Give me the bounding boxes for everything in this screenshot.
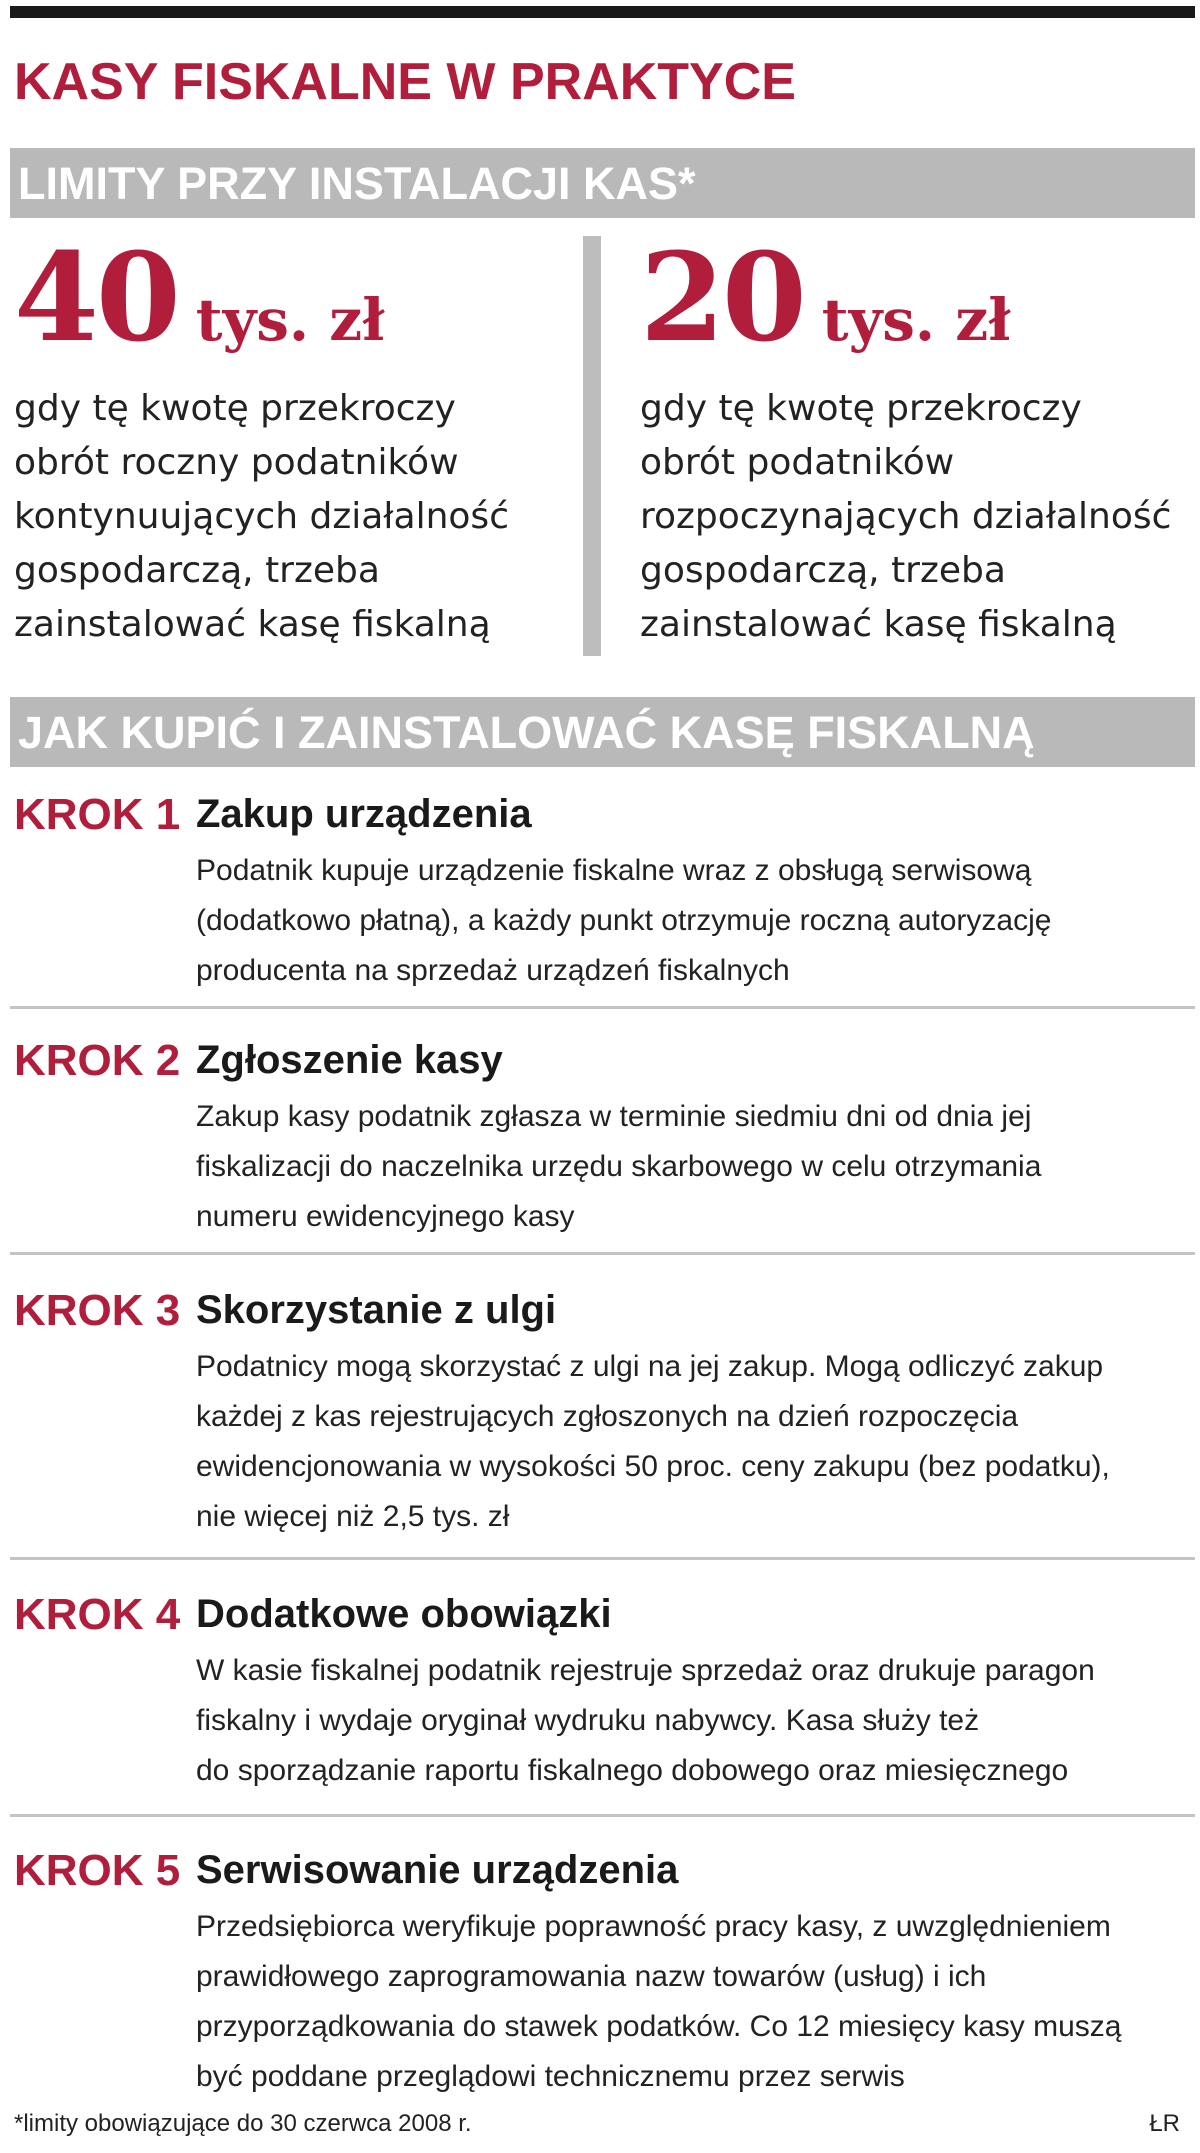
- step-text: Podatnik kupuje urządzenie fiskalne wraz z obsługą serwisową (dodatkowo płatną), a każdy punkt otrzymuje roczną autoryzację producenta na sprzedaż urządzeń fiskalnych: [196, 854, 1052, 987]
- step-text: W kasie fiskalnej podatnik rejestruje sprzedaż oraz drukuje paragon fiskalny i wydaje oryginał wydruku nabywcy. Kasa służy też do sporządzanie raportu fiskalnego dobowego oraz miesięcznego: [196, 1654, 1095, 1787]
- section-heading-steps: JAK KUPIĆ I ZAINSTALOWAĆ KASĘ FISKALNĄ: [10, 697, 1195, 767]
- limit-amount: [14, 225, 574, 369]
- step-label: KROK 4: [14, 1590, 181, 1639]
- limit-block-continuing: [14, 225, 574, 652]
- limit-amount-unit: tys. zł: [195, 286, 385, 354]
- divider: [10, 1814, 1195, 1817]
- step-title: Zakup urządzenia: [196, 792, 532, 836]
- step-title: Zgłoszenie kasy: [196, 1038, 503, 1082]
- limit-description: gdy tę kwotę przekroczy obrót podatników rozpoczynających działalność gospodarczą, trzeba zainstalować kasę fiskalną: [640, 388, 1172, 645]
- top-rule: [10, 6, 1195, 18]
- page-title: KASY FISKALNE W PRAKTYCE: [14, 53, 796, 111]
- step-text: Zakup kasy podatnik zgłasza w terminie siedmiu dni od dnia jej fiskalizacji do naczelnika urzędu skarbowego w celu otrzymania numeru ewidencyjnego kasy: [196, 1100, 1042, 1233]
- column-divider: [583, 236, 601, 656]
- footnote: *limity obowiązujące do 30 czerwca 2008 r.: [14, 2110, 472, 2137]
- step-text: Przedsiębiorca weryfikuje poprawność pracy kasy, z uwzględnieniem prawidłowego zaprogramowania nazw towarów (usług) i ich przyporządkowania do stawek podatków. Co 12 miesięcy kasy muszą być poddane przeglądowi technicznemu przez serwis: [196, 1910, 1122, 2093]
- step-label: KROK 3: [14, 1286, 181, 1335]
- step-title: Skorzystanie z ulgi: [196, 1288, 557, 1332]
- limit-amount-unit: tys. zł: [821, 286, 1011, 354]
- step-title: Serwisowanie urządzenia: [196, 1848, 679, 1892]
- divider: [10, 1252, 1195, 1255]
- step-label: KROK 2: [14, 1036, 181, 1085]
- step-label: KROK 1: [14, 790, 181, 839]
- limit-block-starting: [640, 225, 1200, 652]
- limit-description: gdy tę kwotę przekroczy obrót roczny podatników kontynuujących działalność gospodarczą, trzeba zainstalować kasę fiskalną: [14, 388, 509, 645]
- step-title: Dodatkowe obowiązki: [196, 1592, 612, 1636]
- limit-amount-number: 20: [640, 225, 804, 369]
- divider: [10, 1557, 1195, 1560]
- limit-amount: [640, 225, 1200, 369]
- limit-amount-number: 40: [14, 225, 178, 369]
- step-label: KROK 5: [14, 1846, 181, 1895]
- section-heading-limits: LIMITY PRZY INSTALACJI KAS*: [10, 148, 1195, 218]
- author-initials: ŁR: [1149, 2110, 1180, 2137]
- step-text: Podatnicy mogą skorzystać z ulgi na jej zakup. Mogą odliczyć zakup każdej z kas rejestrujących zgłoszonych na dzień rozpoczęcia ewidencjonowania w wysokości 50 proc. ceny zakupu (bez podatku), nie więcej niż 2,5 tys. zł: [196, 1350, 1110, 1533]
- divider: [10, 1006, 1195, 1009]
